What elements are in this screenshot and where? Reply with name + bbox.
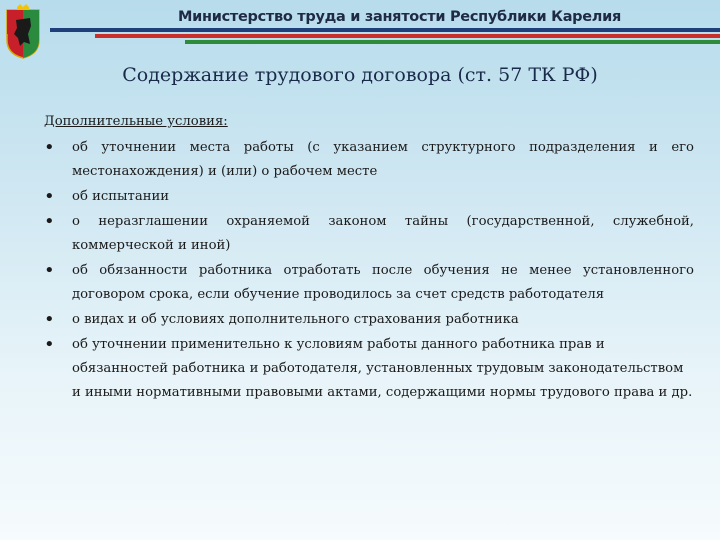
bullet-item: • об испытании — [44, 185, 694, 209]
subheading: Дополнительные условия: — [44, 114, 228, 129]
bullet-item: • о неразглашении охраняемой законом тайны (государственной, служебной, коммерческой и иной) — [44, 210, 694, 258]
slide-content — [44, 110, 694, 406]
ministry-title: Министерство труда и занятости Республики Карелия — [178, 9, 621, 25]
bullet-item: • об обязанности работника отработать после обучения не менее установленного договором срока, если обучение проводилось за счет средств работодателя — [44, 259, 694, 307]
karelia-coat-of-arms-icon — [4, 4, 42, 60]
bullet-item: • о видах и об условиях дополнительного страхования работника — [44, 308, 694, 332]
slide-title: Содержание трудового договора (ст. 57 ТК РФ) — [122, 64, 598, 86]
bullet-item: • об уточнении применительно к условиям работы данного работника прав и обязанностей работника и работодателя, установленных трудовым законодательством и иными нормативными правовыми актами, содержащими нормы трудового права и др. — [44, 333, 694, 405]
bullet-item: • об уточнении места работы (с указанием структурного подразделения и его местонахождения) и (или) о рабочем месте — [44, 136, 694, 184]
